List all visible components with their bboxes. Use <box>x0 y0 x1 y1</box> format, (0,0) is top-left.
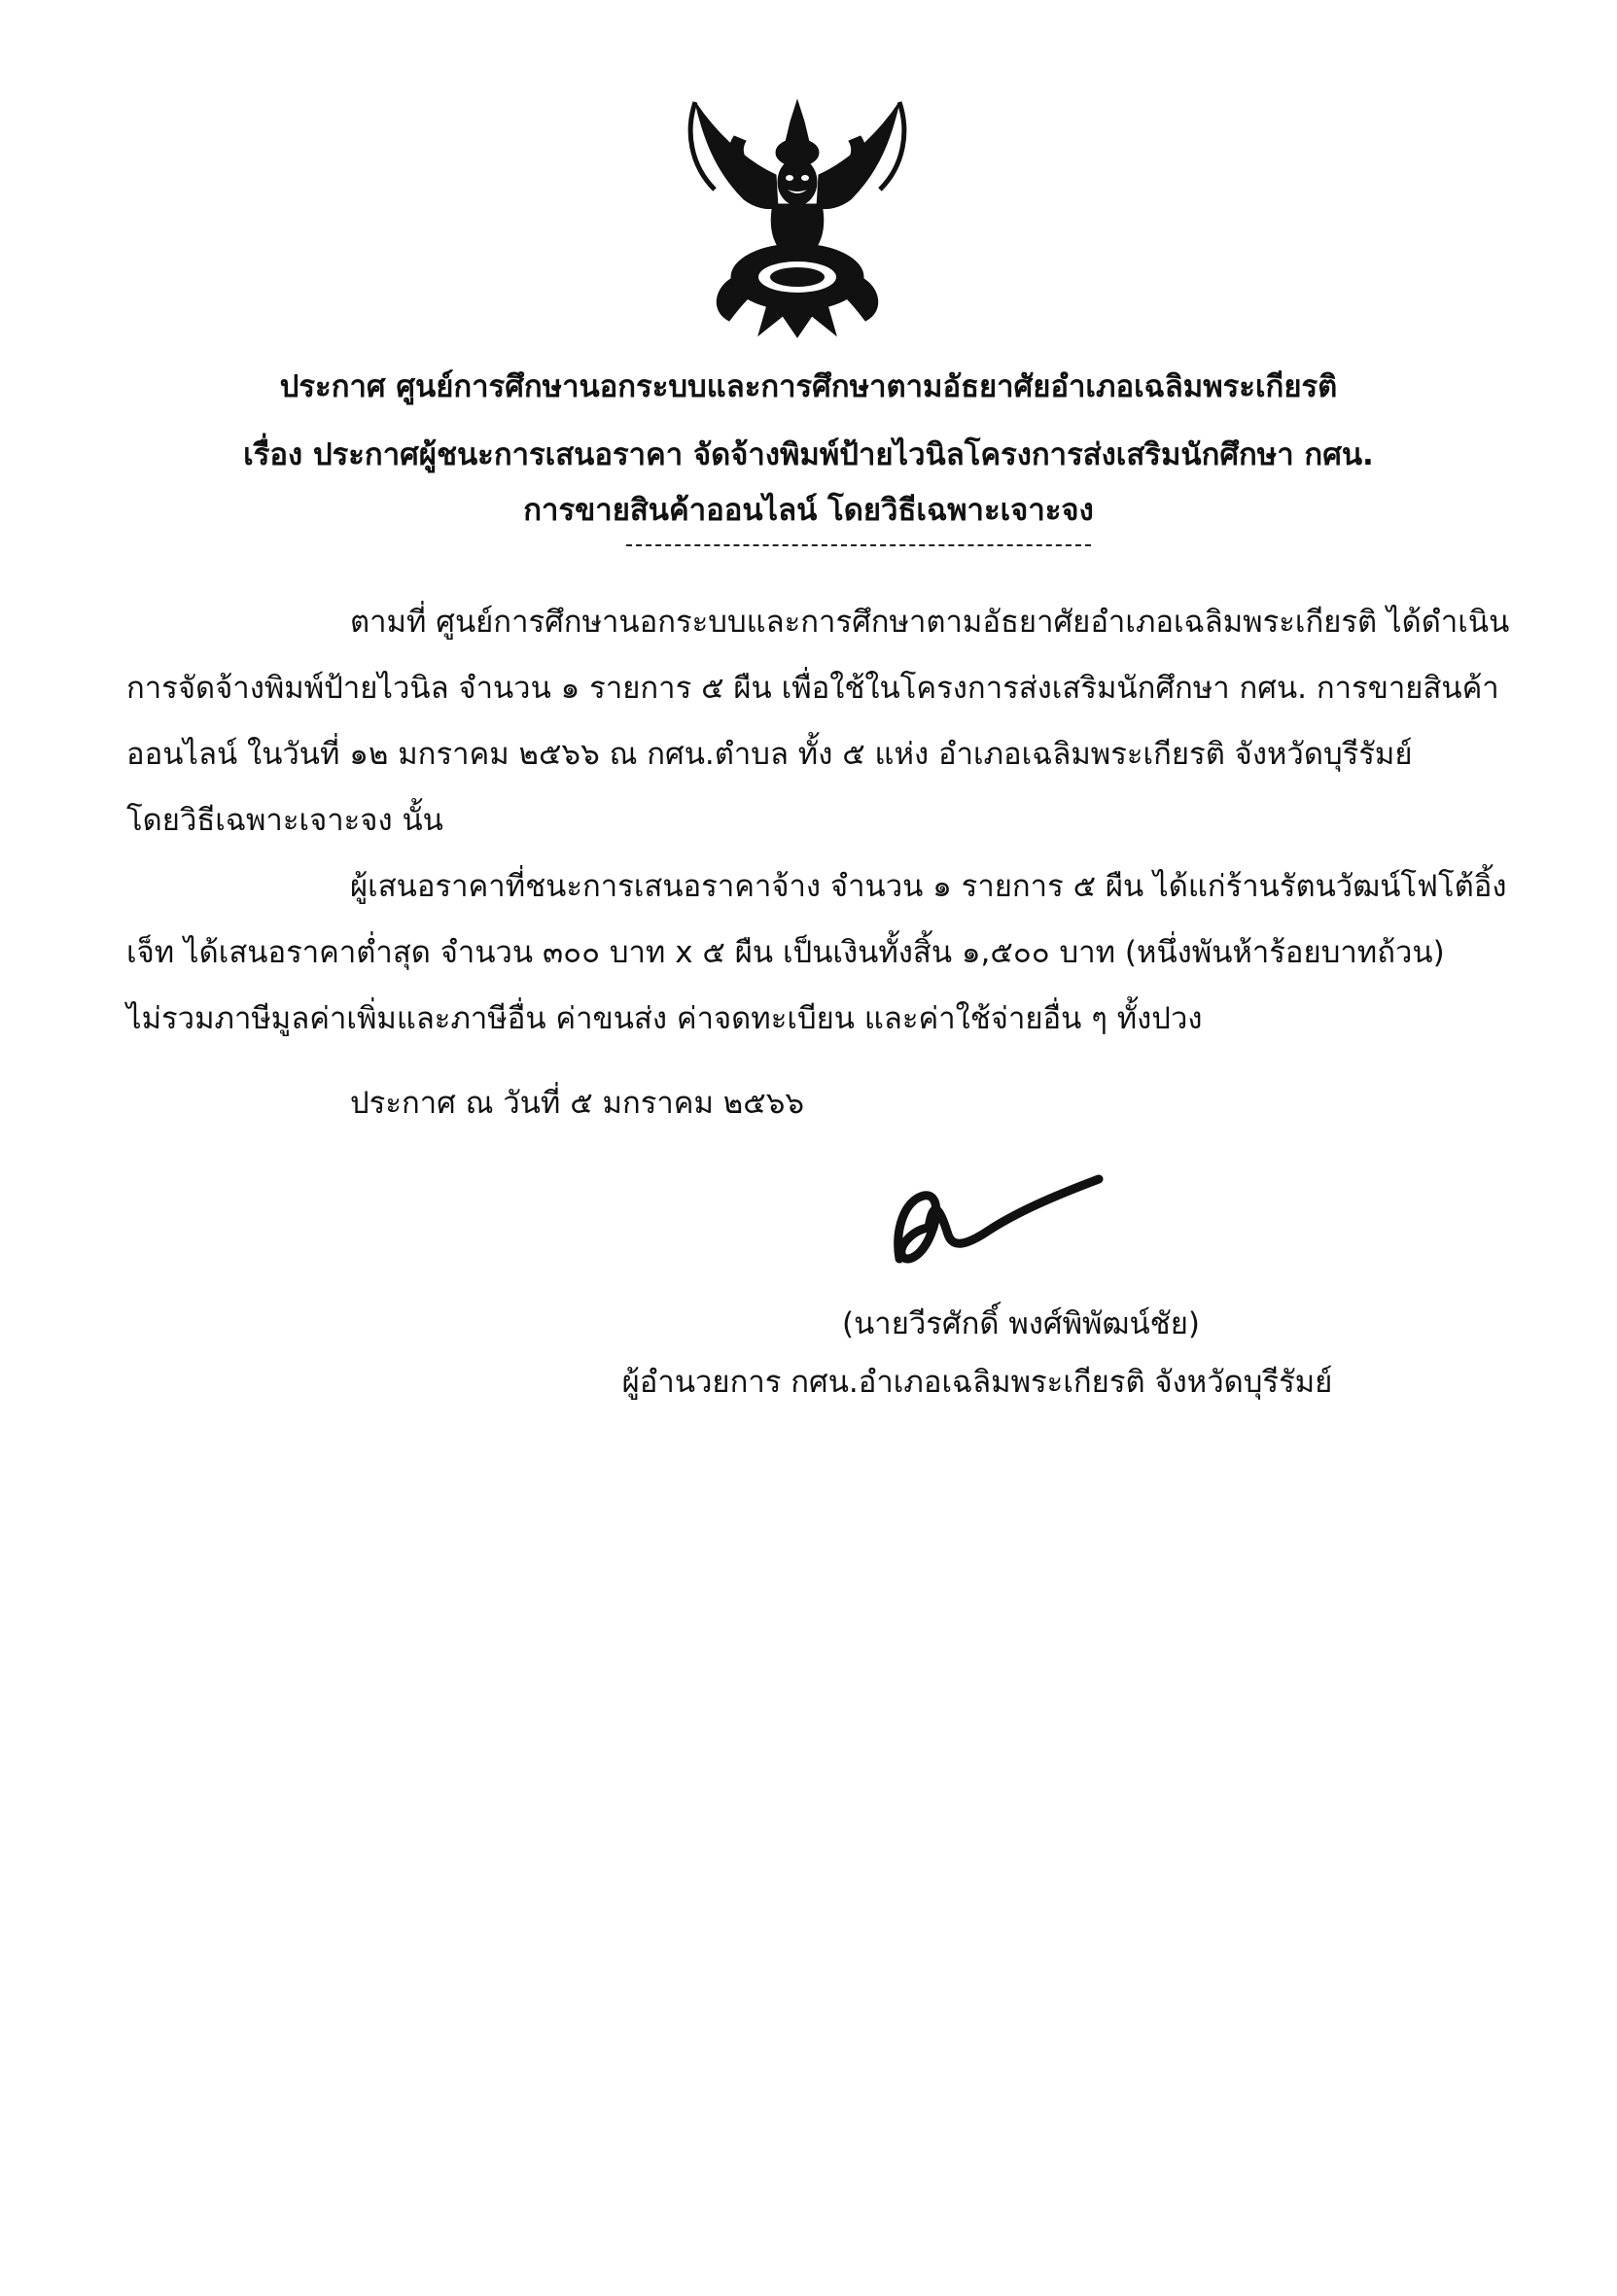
announcement-title: ประกาศ ศูนย์การศึกษานอกระบบและการศึกษาตามอัธยาศัยอำเภอเฉลิมพระเกียรติ <box>279 369 1338 404</box>
paragraph-1-line-2: การจัดจ้างพิมพ์ป้ายไวนิล จำนวน ๑ รายการ ๕ ผืน เพื่อใช้ในโครงการส่งเสริมนักศึกษา กศน. การขายสินค้า <box>126 671 1499 706</box>
garuda-emblem-icon <box>676 92 919 340</box>
handwritten-signature <box>870 1162 1113 1288</box>
paragraph-2-line-1: ผู้เสนอราคาที่ชนะการเสนอราคาจ้าง จำนวน ๑ รายการ ๕ ผืน ได้แก่ร้านรัตนวัฒน์โฟโต้อิ้ง <box>350 869 1507 904</box>
paragraph-1-line-4: โดยวิธีเฉพาะเจาะจง นั้น <box>126 803 443 838</box>
paragraph-1-line-3: ออนไลน์ ในวันที่ ๑๒ มกราคม ๒๕๖๖ ณ กศน.ตำบล ทั้ง ๕ แห่ง อำเภอเฉลิมพระเกียรติ จังหวัดบุรีรัมย์ <box>126 737 1413 772</box>
paragraph-1-line-1: ตามที่ ศูนย์การศึกษานอกระบบและการศึกษาตามอัธยาศัยอำเภอเฉลิมพระเกียรติ ได้ดำเนิน <box>350 605 1510 640</box>
title-divider <box>626 544 1091 546</box>
paragraph-2-line-3: ไม่รวมภาษีมูลค่าเพิ่มและภาษีอื่น ค่าขนส่ง ค่าจดทะเบียน และค่าใช้จ่ายอื่น ๆ ทั้งปวง <box>126 1001 1203 1036</box>
announcement-subject: เรื่อง ประกาศผู้ชนะการเสนอราคา จัดจ้างพิมพ์ป้ายไวนิลโครงการส่งเสริมนักศึกษา กศน. <box>243 437 1374 472</box>
announcement-method: การขายสินค้าออนไลน์ โดยวิธีเฉพาะเจาะจง <box>523 493 1094 528</box>
paragraph-2-line-2: เจ็ท ได้เสนอราคาต่ำสุด จำนวน ๓๐๐ บาท x ๕ ผืน เป็นเงินทั้งสิ้น ๑,๕๐๐ บาท (หนึ่งพันห้าร้อยบาทถ้วน) <box>126 935 1445 970</box>
signer-name: (นายวีรศักดิ์ พงศ์พิพัฒน์ชัย) <box>842 1306 1200 1341</box>
signer-position: ผู้อำนวยการ กศน.อำเภอเฉลิมพระเกียรติ จังหวัดบุรีรัมย์ <box>621 1365 1333 1400</box>
announcement-date: ประกาศ ณ วันที่ ๕ มกราคม ๒๕๖๖ <box>350 1086 805 1121</box>
